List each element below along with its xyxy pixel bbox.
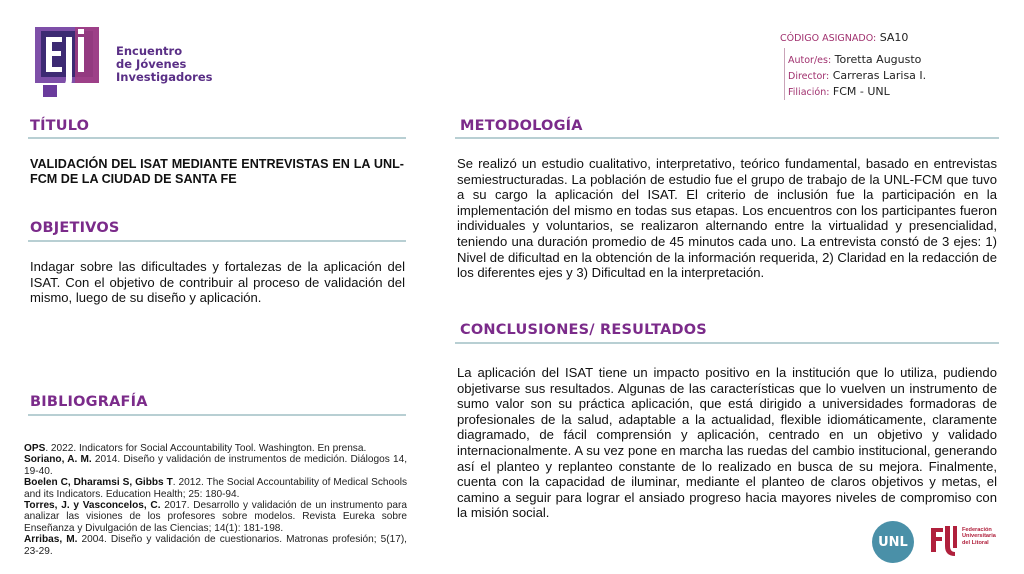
director-line: Director: Carreras Larisa I. — [788, 69, 927, 82]
titulo-text: VALIDACIÓN DEL ISAT MEDIANTE ENTREVISTAS EN LA UNL-FCM DE LA CIUDAD DE SANTA FE — [30, 157, 404, 186]
eji-logo-text: Encuentro de Jóvenes Investigadores — [116, 44, 213, 84]
metodologia-rule — [455, 137, 999, 139]
ful-logo-mark — [929, 522, 959, 558]
bibliografia-heading: BIBLIOGRAFÍA — [30, 394, 148, 410]
eji-logo-mark — [35, 27, 99, 97]
author-line: Autor/es: Toretta Augusto — [788, 53, 922, 66]
bib-entry: Torres, J. y Vasconcelos, C. 2017. Desarrollo y validación de un instrumento para analizar las visiones de los profesores sobre modelos. Revista Eureka sobre Enseñanza y Divulgación de las Ciencias; 14(1): 181-198. — [24, 500, 407, 534]
titulo-heading: TÍTULO — [30, 118, 90, 134]
bibliografia-rule — [28, 414, 406, 416]
metodologia-heading: METODOLOGÍA — [460, 118, 583, 134]
assigned-code: CÓDIGO ASIGNADO: SA10 — [780, 31, 909, 44]
bib-entry: Arribas, M. 2004. Diseño y validación de cuestionarios. Matronas profesión; 5(17), 23-29. — [24, 534, 407, 557]
unl-logo: UNL — [872, 521, 914, 563]
bib-entry: Soriano, A. M. 2014. Diseño y validación de instrumentos de medición. Diálogos 14, 19-40. — [24, 454, 407, 477]
objetivos-heading: OBJETIVOS — [30, 220, 120, 236]
metodologia-text: Se realizó un estudio cualitativo, interpretativo, teórico fundamental, basado en entrevistas semiestructuradas. La población de estudio fue el grupo de trabajo de la UNL-FCM que tuvo a su cargo la aplicación del ISAT. El criterio de inclusión fue la participación en la implementación del mismo en todas sus etapas. Los encuentros con los participantes fueron individuales y voluntarios, se realizaron alternando entre la virtualidad y presencialidad, teniendo una duración promedio de 45 minutos cada uno. La entrevista constó de 3 ejes: 1) Nivel de dificultad en la obtención de la información requerida, 2) Claridad en la redacción de los diferentes ejes y 3) Dificultad en la interpretación. — [457, 156, 997, 281]
objetivos-text: Indagar sobre las dificultades y fortalezas de la aplicación del ISAT. Con el objetivo de contribuir al proceso de validación del mismo, luego de su diseño y aplicación. — [30, 259, 405, 306]
conclusiones-heading: CONCLUSIONES/ RESULTADOS — [460, 322, 707, 338]
titulo-rule — [28, 137, 406, 139]
conclusiones-text: La aplicación del ISAT tiene un impacto positivo en la institución que lo utiliza, pudiendo objetivarse sus resultados. Algunas de las características que lo vuelven un instrumento de sumo valor son su práctica aplicación, que está dirigido a universidades formadoras de profesionales de la salud, adaptable a la actualidad, flexible idiomáticamente, claramente diagramado, de fácil comprensión y aplicación, centrado en un objetivo y validado internacionalmente. A su vez pone en marcha las ruedas del cambio institucional, generando así el planteo y replanteo constante de lo realizado en busca de su mejora. Finalmente, cuenta con la capacidad de iluminar, mediante el planteo de claros objetivos y metas, el camino a seguir para lograr el ansiado progreso hacia mayores niveles de compromiso con la misión social. — [457, 365, 997, 521]
conclusiones-rule — [455, 342, 999, 344]
info-divider — [784, 48, 785, 100]
bib-entry: Boelen C, Dharamsi S, Gibbs T. 2012. The Social Accountability of Medical Schools and its Indicators. Education Health; 25: 180-94. — [24, 477, 407, 500]
bibliography-list — [24, 443, 407, 557]
ful-logo-text: Federación Universitaria del Litoral — [962, 527, 996, 546]
objetivos-rule — [28, 240, 406, 242]
bib-entry: OPS. 2022. Indicators for Social Accountability Tool. Washington. En prensa. — [24, 443, 367, 454]
affiliation-line: Filiación: FCM - UNL — [788, 85, 890, 98]
